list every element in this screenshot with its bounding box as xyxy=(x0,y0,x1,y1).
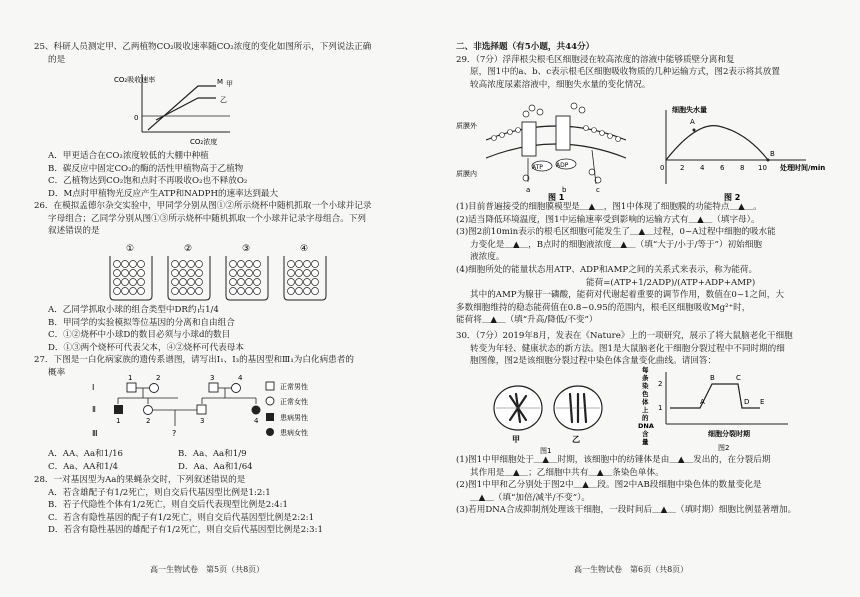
I3-normal-male xyxy=(209,383,218,392)
II3-normal-male xyxy=(197,405,206,414)
fig2-point-b: B xyxy=(770,150,775,158)
fig1-jia-label: 甲 xyxy=(512,435,520,444)
fig2-pt-e: E xyxy=(760,398,765,406)
question-25 xyxy=(34,41,434,66)
fig2-ylabel-7: DNA xyxy=(638,422,654,430)
q26-option-a: A．乙同学抓取小球的组合类型中DR约占1/4 xyxy=(48,305,219,315)
q25-option-b: B．碳反应中固定CO₂的酶的活性甲植物高于乙植物 xyxy=(48,163,244,174)
jia-label: 甲 xyxy=(226,80,233,88)
legend-affected-male-icon xyxy=(266,413,274,421)
q30-subquestions xyxy=(456,454,856,517)
q27-option-d: D．Aa、Aa和1/64 xyxy=(178,461,253,472)
q25-option-d: D．M点时甲植物光反应产生ATP和NADPH的速率达到最大 xyxy=(48,188,279,199)
num-II2: 2 xyxy=(146,417,151,425)
q26-option-b: B．甲同学的实验模拟等位基因的分离和自由组合 xyxy=(48,317,235,328)
fig2-ylabel-2: 染 xyxy=(642,382,649,390)
q30-sub-2-cont: ＿▲＿（填“加倍/减半/不变”）。 xyxy=(470,492,591,503)
gen-1-label: Ⅰ xyxy=(92,383,95,392)
section-heading-block xyxy=(456,41,856,91)
q29-sub-4-cont: 其中的AMP为腺苷一磷酸，能荷对代谢起着重要的调节作用，数值在0~1之间，大 xyxy=(470,290,784,301)
num-I4: 4 xyxy=(238,374,243,382)
q29-stem: 29．（7分）浮萍根尖根毛区细胞浸在较高浓度的溶液中能够质壁分离和复 xyxy=(456,54,735,65)
fig2-tick-2: 2 xyxy=(680,164,685,172)
q30-sub-1: (1)图1中甲细胞处于＿▲＿时期，该细胞中的纺锤体是由＿▲＿发出的，在分裂后期 xyxy=(456,455,771,465)
I2-normal-female xyxy=(150,384,159,393)
q28-stem: 28．一对基因型为Aa的果蝇杂交时，下列叙述错误的是 xyxy=(34,475,246,485)
beaker-3 xyxy=(226,244,268,300)
q26-stem-cont2: 叙述错误的是 xyxy=(48,226,100,237)
fig2-tick-4: 4 xyxy=(700,164,705,172)
q29-sub-4-cont2: 多数细胞维持的稳态能荷值在0.8~0.95的范围内，根毛区细胞吸收Mg²⁺时， xyxy=(456,302,751,313)
II2-normal-female xyxy=(144,406,153,415)
fig2-tick-6: 6 xyxy=(720,164,725,172)
I4-normal-female xyxy=(232,384,241,393)
legend-normal-female-icon xyxy=(266,397,274,405)
q26-beakers xyxy=(104,242,334,302)
yi-label: 乙 xyxy=(220,96,227,104)
q30-figure-1 xyxy=(486,380,616,454)
II4-affected-female xyxy=(252,406,261,415)
q25-stem-cont: 的是 xyxy=(48,54,66,65)
fig1-yi-label: 乙 xyxy=(572,435,580,444)
gen-3-label: Ⅲ xyxy=(92,429,98,438)
fig2-pt-c: C xyxy=(736,374,741,382)
legend-normal-male-icon xyxy=(266,382,274,390)
beaker-3-label: ③ xyxy=(242,244,251,254)
q30-sub-2: (2)图1中甲和乙分别处于图2中＿▲＿段。图2中AB段细胞中染色体的数量变化是 xyxy=(456,480,762,491)
beaker-2-label: ② xyxy=(184,244,193,254)
gen-2-label: Ⅱ xyxy=(92,405,96,414)
beaker-2 xyxy=(168,244,210,300)
fig2-ylabel-6: 的 xyxy=(642,414,649,422)
q30-fig2-caption: 图2 xyxy=(718,444,730,452)
fig2-ylabel-9: 量 xyxy=(642,438,649,446)
legend-normal-male: 正常男性 xyxy=(280,383,308,391)
q25-option-a: A．甲更适合在CO₂浓度较低的大棚中种植 xyxy=(48,151,209,161)
I1-normal-male xyxy=(127,383,136,392)
legend-affected-female: 患病女性 xyxy=(280,429,308,437)
curve-yi xyxy=(156,98,216,120)
question-27 xyxy=(34,354,434,379)
q30-stem: 30．（7分）2019年8月，发表在《Nature》上的一项研究，展示了将大鼠脑老化干细胞 xyxy=(456,331,793,341)
fig2-point-a: A xyxy=(690,118,695,126)
m-label: M xyxy=(217,78,224,86)
legend-affected-male: 患病男性 xyxy=(280,414,308,422)
curve-jia xyxy=(148,86,216,130)
y-label: CO₂吸收速率 xyxy=(114,76,156,84)
q27-stem-cont: 概率 xyxy=(48,367,66,378)
num-I3: 3 xyxy=(210,374,215,382)
q26-stem: 26．在模拟孟德尔杂交实验中，甲同学分别从图①②所示烧杯中随机抓取一个小球并记录 xyxy=(34,201,372,211)
right-footer: 高一生物试卷 第6页（共8页） xyxy=(574,565,689,574)
fig2-y2: 2 xyxy=(658,380,663,388)
fig1-atp-label: ATP xyxy=(532,164,543,171)
fig2-ylabel-3: 色 xyxy=(642,390,649,398)
q27-options xyxy=(34,448,434,473)
beaker-4-label: ④ xyxy=(300,244,309,254)
q29-figure-1 xyxy=(456,100,656,200)
q29-sub-3-cont2: 液浓度。 xyxy=(470,252,505,263)
beaker-1-label: ① xyxy=(126,244,135,254)
num-II3: 3 xyxy=(200,417,205,425)
fig1-a-label: a xyxy=(526,186,531,194)
q26-option-d: D．①③两个烧杯可代表父本，④②烧杯可代表母本 xyxy=(48,342,244,353)
q25-stem: 25、科研人员测定甲、乙两植物CO₂吸收速率随CO₂浓度的变化如图所示，下列说法正确 xyxy=(34,42,372,52)
question-28 xyxy=(34,474,434,537)
q30-stem-cont2: 胞图像，图2是该细胞分裂过程中染色体含量变化曲线。请回答： xyxy=(470,356,717,367)
q25-graph xyxy=(112,70,262,146)
q29-sub-4-cont3: 能荷将＿▲＿（填“升高/降低/不变”） xyxy=(456,315,598,326)
q30-sub-3: (3)若用DNA合成抑制剂处理该干细胞，一段时间后＿▲＿（填时期）细胞比例显著增加。 xyxy=(456,505,797,516)
q26-options xyxy=(34,304,434,354)
q27-pedigree xyxy=(90,374,390,446)
beaker-1 xyxy=(110,244,152,300)
q29-formula: 能荷=(ATP+1/2ADP)/(ATP+ADP+AMP) xyxy=(586,277,756,288)
q29-subquestions xyxy=(456,201,856,327)
fig2-pt-a: A xyxy=(700,398,705,406)
fig2-tick-10: 10 xyxy=(758,164,767,172)
II1-affected-male xyxy=(114,405,123,414)
q29-stem-cont2: 较高浓度尿素溶液中，细胞失水量的变化情况。 xyxy=(470,79,651,90)
fig2-ylabel-0: 每 xyxy=(642,366,649,374)
origin-label: 0 xyxy=(134,114,139,122)
q27-option-a: A．AA、Aa和1/16 xyxy=(48,449,124,459)
q29-sub-3: (3)图2前10min表示的根毛区细胞可能发生了＿▲＿过程，0~A过程中细胞的吸水能 xyxy=(456,227,776,238)
left-footer: 高一生物试卷 第5页（共8页） xyxy=(150,565,265,574)
q29-sub-3-cont: 力变化是＿▲＿，B点时的细胞液浓度＿▲＿（填“大于/小于/等于”）初始细胞 xyxy=(470,239,762,250)
q30-figure-2 xyxy=(638,364,838,454)
fig2-xlabel: 细胞分裂时期 xyxy=(708,430,750,438)
q28-option-d: D．若含有隐性基因的雄配子有1/2死亡，则自交后代基因型比例是2:3:1 xyxy=(48,525,323,536)
carrier-protein-b xyxy=(556,116,570,150)
fig2-tick-8: 8 xyxy=(740,164,745,172)
fig1-outside-label: 质膜外 xyxy=(456,122,477,130)
num-II1: 1 xyxy=(116,417,121,425)
num-I1: 1 xyxy=(128,374,133,382)
legend-normal-female: 正常女性 xyxy=(280,398,308,406)
q29-figure-2 xyxy=(656,100,856,200)
carrier-protein-a xyxy=(522,122,536,156)
q28-option-c: C．若含有隐性基因的配子有1/2死亡，则自交后代基因型比例是2:2:1 xyxy=(48,512,315,523)
fig2-x-label: 处理时间/min xyxy=(780,164,826,172)
num-II4: 4 xyxy=(254,417,259,425)
q25-option-c: C．乙植物达到CO₂饱和点时不再吸收O₂也不释放O₂ xyxy=(48,176,248,187)
num-I2: 2 xyxy=(156,374,161,382)
fig2-ylabel-8: 含 xyxy=(642,430,649,438)
fig2-tick-0: 0 xyxy=(660,164,665,172)
q28-option-b: B．若子代隐性个体有1/2死亡，则自交后代表现型比例是2:4:1 xyxy=(48,500,288,511)
fig1-adp-label: ADP xyxy=(556,162,569,169)
q28-option-a: A．若含雄配子有1/2死亡，则自交后代基因型比例是1:2:1 xyxy=(48,487,271,498)
q27-option-b: B．Aa、Aa和1/9 xyxy=(178,449,247,459)
q27-option-c: C．Aa、AA和1/4 xyxy=(48,461,118,472)
III1-unknown: ? xyxy=(172,429,177,438)
q29-sub-1: (1)目前普遍接受的细胞膜模型是＿▲＿，图1中体现了细胞膜的功能特点＿▲＿。 xyxy=(456,202,762,212)
q27-stem: 27．下图是一白化病家族的遗传系谱图，请写出Ⅰ₁、Ⅰ₃的基因型和Ⅲ₁为白化病患者的 xyxy=(34,355,354,365)
legend-affected-female-icon xyxy=(266,428,274,436)
fig1-b-label: b xyxy=(562,186,567,194)
q26-option-c: C．①②烧杯中小球D的数目必须与小球d的数目 xyxy=(48,330,231,341)
fig2-ylabel-5: 上 xyxy=(642,406,649,414)
fig2-curve xyxy=(666,126,768,160)
q30-stem-cont: 转变为年轻、健康状态的新方法。图1是大鼠脑老化干细胞分裂过程中不同时期的细 xyxy=(470,343,785,354)
beaker-4 xyxy=(284,244,326,300)
section-heading: 二、非选择题（有5小题，共44分） xyxy=(456,42,595,52)
fig2-pt-d: D xyxy=(744,398,750,406)
fig2-ylabel-1: 条 xyxy=(642,374,649,382)
fig2-title: 细胞失水量 xyxy=(672,106,707,114)
fig2-caption: 图 2 xyxy=(724,193,741,202)
fig2-ylabel-4: 体 xyxy=(642,398,649,406)
fig1-inside-label: 质膜内 xyxy=(456,170,477,178)
q29-sub-2: (2)适当降低环境温度，图1中运输速率受到影响的运输方式有＿▲＿（填字母）。 xyxy=(456,214,760,225)
q30-sub-1-cont: 其作用是＿▲＿；乙细胞中共有＿▲＿条染色单体。 xyxy=(470,467,664,478)
x-label: CO₂浓度 xyxy=(190,138,218,146)
fig2-pt-b: B xyxy=(710,374,715,382)
q25-options xyxy=(34,150,434,200)
fig1-caption: 图 1 xyxy=(548,193,565,202)
q26-stem-cont: 字母组合；乙同学分别从图①③所示烧杯中随机抓取一个小球并记录字母组合。下列 xyxy=(48,213,366,224)
question-26 xyxy=(34,200,434,238)
q29-stem-cont: 原，图1中的a、b、c表示根毛区细胞吸收物质的几种运输方式，图2表示将其放置 xyxy=(470,67,780,78)
q29-sub-4: (4)细胞所处的能量状态用ATP、ADP和AMP之间的关系式来表示，称为能荷。 xyxy=(456,264,758,275)
question-30 xyxy=(456,330,856,368)
fig2-y1: 1 xyxy=(658,404,663,412)
q30-fig1-caption: 图1 xyxy=(540,447,552,455)
fig1-c-label: c xyxy=(596,186,600,194)
